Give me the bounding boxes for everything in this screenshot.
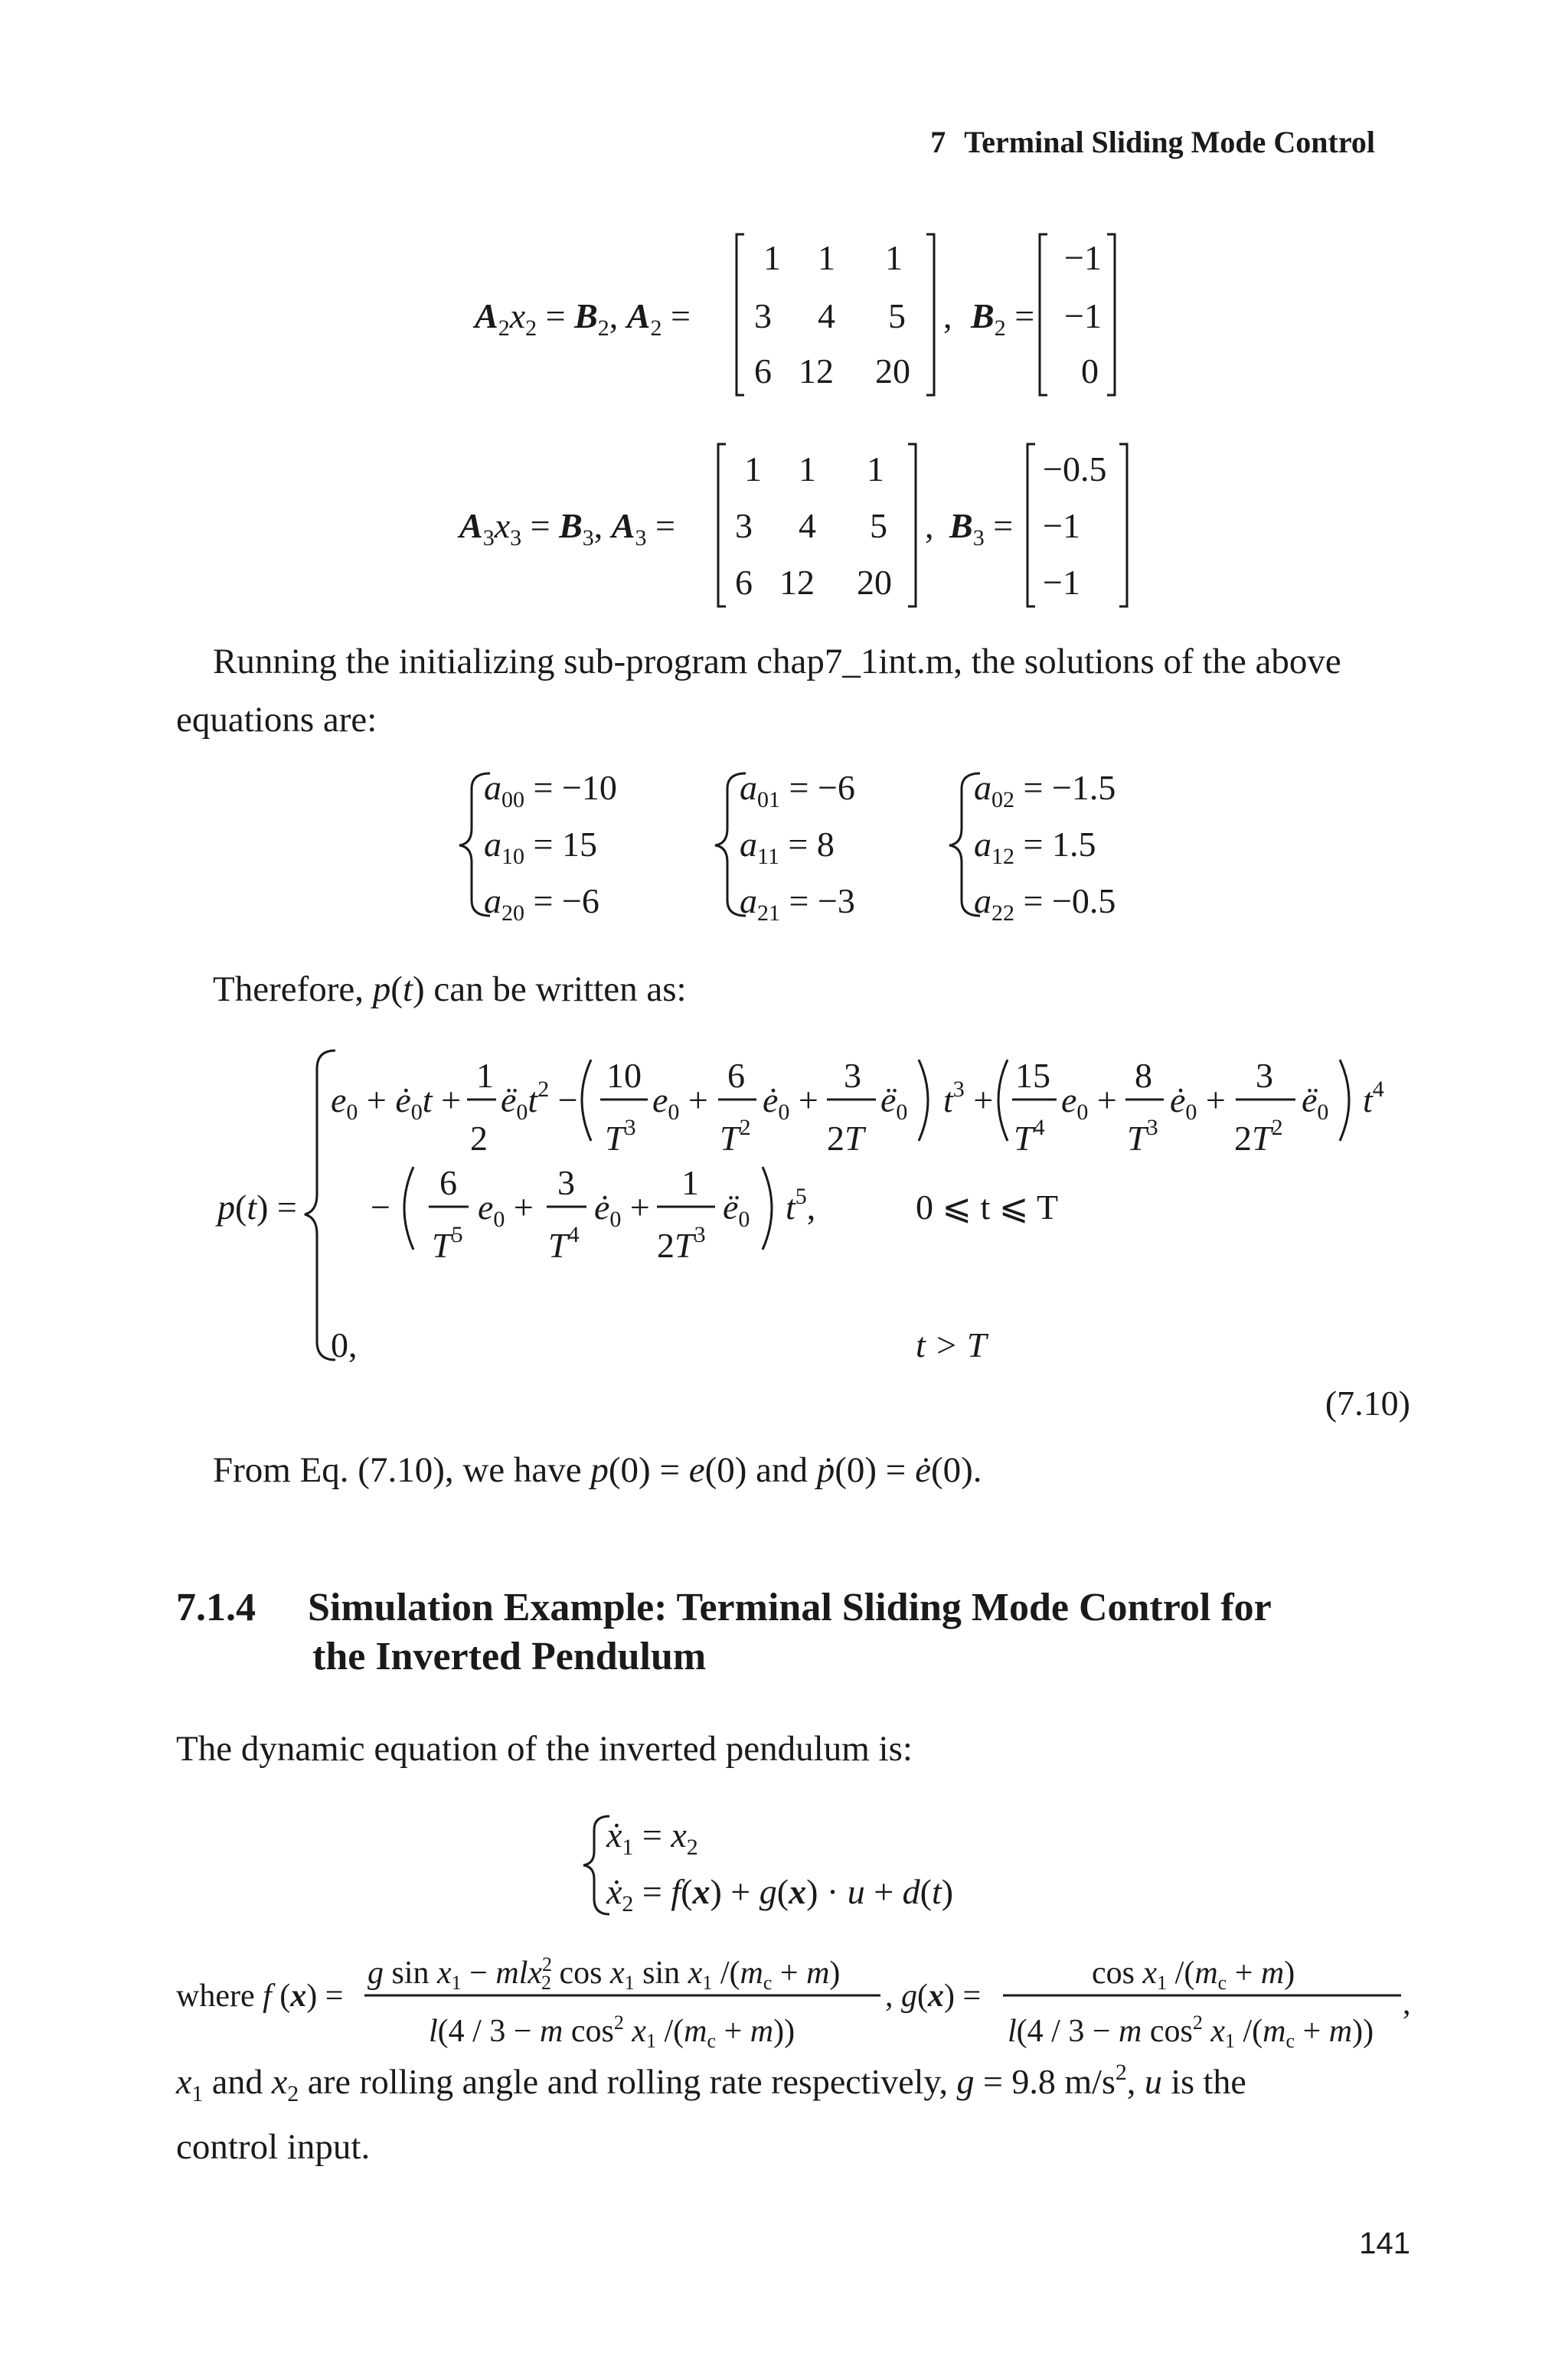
fx-gx-definitions bbox=[176, 1953, 1411, 2052]
svg-text:3: 3 bbox=[1256, 1056, 1273, 1095]
svg-text:4: 4 bbox=[799, 506, 816, 545]
svg-text:1: 1 bbox=[885, 238, 903, 277]
svg-text:10: 10 bbox=[606, 1056, 642, 1095]
svg-text:a02 = −1.5: $a_{02} = -1.5$ bbox=[974, 768, 1116, 812]
svg-text:1: 1 bbox=[763, 238, 781, 277]
svg-text:20: 20 bbox=[875, 351, 910, 391]
chapter-title: Terminal Sliding Mode Control bbox=[964, 125, 1375, 159]
svg-text:A3x3 = B3, A3 =: $A_3x_3 = B_3$, $A_3$ = bbox=[459, 506, 675, 551]
svg-text:a11 = 8: $a_{11} = 8$ bbox=[740, 825, 835, 869]
svg-text:−1: −1 bbox=[1043, 506, 1080, 545]
svg-text:−1: −1 bbox=[1064, 238, 1102, 277]
svg-text:ë0: $ë_0$ bbox=[880, 1080, 908, 1125]
para-dynamic: The dynamic equation of the inverted pendulum is: bbox=[176, 1729, 913, 1769]
svg-text:0: 0 bbox=[1081, 351, 1099, 391]
pt-equation bbox=[215, 1051, 1384, 1364]
svg-text:a10 = 15: $a_{10} = 15$ bbox=[484, 825, 597, 869]
svg-text:l(4 / 3 − m cos2 x1 /(mc + m)): l(4 / 3 − m $\cos^2 x1$ /(mc + m)) bbox=[1008, 2011, 1374, 2052]
svg-text:8: 8 bbox=[1135, 1056, 1152, 1095]
svg-text:x1 and x2 are rolling angle: $x_1$ and $x_2$ are rolling angle and rolling rate respectively, g = 9.8 $m/s^2$, u is the bbox=[176, 2060, 1246, 2106]
svg-text:ė0 +: $ė_0$ + bbox=[763, 1080, 818, 1125]
section-heading bbox=[176, 1583, 1272, 1681]
svg-text:a20 = −6: $a_{20} = -6$ bbox=[484, 881, 599, 926]
svg-text:1: 1 bbox=[476, 1056, 494, 1095]
para-rolling-end: control input. bbox=[176, 2127, 371, 2167]
svg-text:4: 4 bbox=[818, 296, 835, 335]
section-title-line2: the Inverted Pendulum bbox=[312, 1635, 707, 1678]
svg-text:−0.5: −0.5 bbox=[1043, 449, 1107, 489]
svg-text:T5: $T^5$ bbox=[432, 1222, 463, 1265]
svg-text:g sin x1 − mlx22 cos x1 sin x1: g sin x1 − mlx$^2$ 2 cos x1 sin x1 /(mc + m) bbox=[368, 1953, 841, 1994]
svg-text:t5,: $t^5$, bbox=[786, 1184, 816, 1227]
svg-text:ė0 +: $ė_0$ + bbox=[1170, 1080, 1226, 1125]
svg-text:ë0t2 −: $ë_0t^2$ − bbox=[501, 1077, 578, 1125]
svg-text:3: 3 bbox=[735, 506, 753, 545]
svg-text:e0 + ė0t +: $e_0$ + $ė_0t$ + bbox=[331, 1080, 462, 1125]
svg-text:a21 = −3: $a_{21} = -3$ bbox=[740, 881, 855, 926]
case2-value: 0, bbox=[331, 1325, 358, 1364]
svg-text:T3: $T^3$ bbox=[605, 1115, 636, 1158]
svg-text:ë0: $ë_0$ bbox=[723, 1188, 750, 1232]
matrix-A2-cells bbox=[754, 238, 910, 391]
svg-text:t4: $t^4$ bbox=[1363, 1077, 1384, 1119]
svg-text:1: 1 bbox=[799, 449, 816, 489]
svg-text:6: 6 bbox=[727, 1056, 745, 1095]
page-number: 141 bbox=[1359, 2227, 1410, 2260]
svg-text:B2 =: $B_2$ = bbox=[971, 296, 1035, 341]
svg-text:,: , bbox=[925, 506, 934, 545]
svg-text:6: 6 bbox=[754, 351, 772, 391]
svg-text:1: 1 bbox=[818, 238, 835, 277]
svg-text:12: 12 bbox=[799, 351, 834, 391]
svg-text:ẋ1 = x2: ẋ$_1$ = $x_2$ bbox=[606, 1815, 698, 1860]
svg-text:t3 +: $t^3$ + bbox=[943, 1077, 994, 1119]
svg-text:3: 3 bbox=[754, 296, 772, 335]
svg-text:6: 6 bbox=[735, 563, 753, 602]
svg-text:p(t) =: p(t) = bbox=[217, 1188, 297, 1227]
svg-text:a00 = −10: $a_{00} = -10$ bbox=[484, 768, 617, 812]
para-from-eq: From Eq. (7.10), we have p(0) = e(0) and ṗ(0) = ė(0). bbox=[213, 1450, 982, 1490]
svg-text:5: 5 bbox=[870, 506, 887, 545]
svg-text:e0 +: $e_0$ + bbox=[652, 1080, 708, 1125]
svg-text:e0 +: $e_0$ + bbox=[478, 1188, 534, 1232]
svg-text:2T2: $2T^2$ bbox=[1234, 1115, 1283, 1158]
solution-systems bbox=[459, 768, 1116, 926]
svg-text:20: 20 bbox=[857, 563, 892, 602]
svg-text:2: 2 bbox=[470, 1119, 488, 1158]
matrix-equation-2 bbox=[472, 234, 1115, 395]
svg-text:12: 12 bbox=[779, 563, 815, 602]
svg-text:ë0: $ë_0$ bbox=[1302, 1080, 1329, 1125]
section-number: 7.1.4 bbox=[176, 1586, 256, 1629]
svg-text:3: 3 bbox=[557, 1163, 575, 1202]
equation-number: (7.10) bbox=[1325, 1384, 1410, 1423]
svg-text:T4: $T^4$ bbox=[1014, 1115, 1045, 1158]
svg-text:,: , bbox=[943, 296, 952, 335]
svg-text:3: 3 bbox=[844, 1056, 861, 1095]
case1-condition: 0 ⩽ t ⩽ T bbox=[916, 1188, 1059, 1227]
svg-text:−1: −1 bbox=[1064, 296, 1102, 335]
state-equation bbox=[583, 1815, 953, 1917]
section-title-line1: Simulation Example: Terminal Sliding Mode Control for bbox=[308, 1586, 1272, 1629]
svg-text:,: , bbox=[1403, 1986, 1411, 2021]
svg-text:a22 = −0.5: $a_{22} = -0.5$ bbox=[974, 881, 1116, 926]
matrix-equation-3 bbox=[457, 444, 1127, 606]
rolling-line-1 bbox=[175, 2060, 1246, 2106]
svg-text:e0 +: $e_0$ + bbox=[1061, 1080, 1117, 1125]
svg-text:−1: −1 bbox=[1043, 563, 1080, 602]
svg-text:ẋ2 = f(x) + g(x) · u + d(t): ẋ$_2$ = f(x) + g(x) · u + d(t) bbox=[606, 1872, 954, 1917]
case2-condition: t > T bbox=[916, 1325, 987, 1364]
svg-text:2T: 2T bbox=[827, 1119, 864, 1158]
svg-text:T2: $T^2$ bbox=[720, 1115, 751, 1158]
svg-text:5: 5 bbox=[888, 296, 906, 335]
svg-text:B3 =: $B_3$ = bbox=[949, 506, 1014, 551]
svg-text:1: 1 bbox=[867, 449, 884, 489]
svg-text:, g(x) =: , g(x) = bbox=[885, 1979, 982, 2014]
svg-text:A2x2 = B2, A2 =: $A_2x_2 = B_2$, $A_2$ = bbox=[475, 296, 691, 341]
svg-text:where f (x) =: where f (x) = bbox=[176, 1979, 344, 2014]
svg-text:ė0 +: $ė_0$ + bbox=[594, 1188, 650, 1232]
para-therefore: Therefore, p(t) can be written as: bbox=[213, 969, 687, 1009]
svg-text:a01 = −6: $a_{01} = -6$ bbox=[740, 768, 855, 812]
svg-text:6: 6 bbox=[439, 1163, 457, 1202]
svg-text:cos x1 /(mc + m): cos x1 /(mc + m) bbox=[1092, 1956, 1295, 1994]
svg-text:15: 15 bbox=[1015, 1056, 1050, 1095]
chapter-number: 7 bbox=[930, 125, 946, 159]
svg-text:a12 = 1.5: $a_{12} = 1.5$ bbox=[974, 825, 1096, 869]
svg-text:1: 1 bbox=[744, 449, 762, 489]
svg-text:T4: $T^4$ bbox=[548, 1222, 580, 1265]
svg-text:2T3: $2T^3$ bbox=[657, 1222, 706, 1265]
svg-text:1: 1 bbox=[681, 1163, 699, 1202]
svg-text:T3: $T^3$ bbox=[1127, 1115, 1158, 1158]
para-running: Running the initializing sub-program chap7_1int.m, the solutions of the above equations are: bbox=[176, 642, 1341, 740]
matrix-A3-cells bbox=[735, 449, 892, 602]
svg-text:−: − bbox=[371, 1188, 390, 1227]
svg-text:l(4 / 3 − m cos2 x1 /(mc + m)): l(4 / 3 − m $\cos^2 x1$ /(mc + m)) bbox=[429, 2011, 795, 2052]
